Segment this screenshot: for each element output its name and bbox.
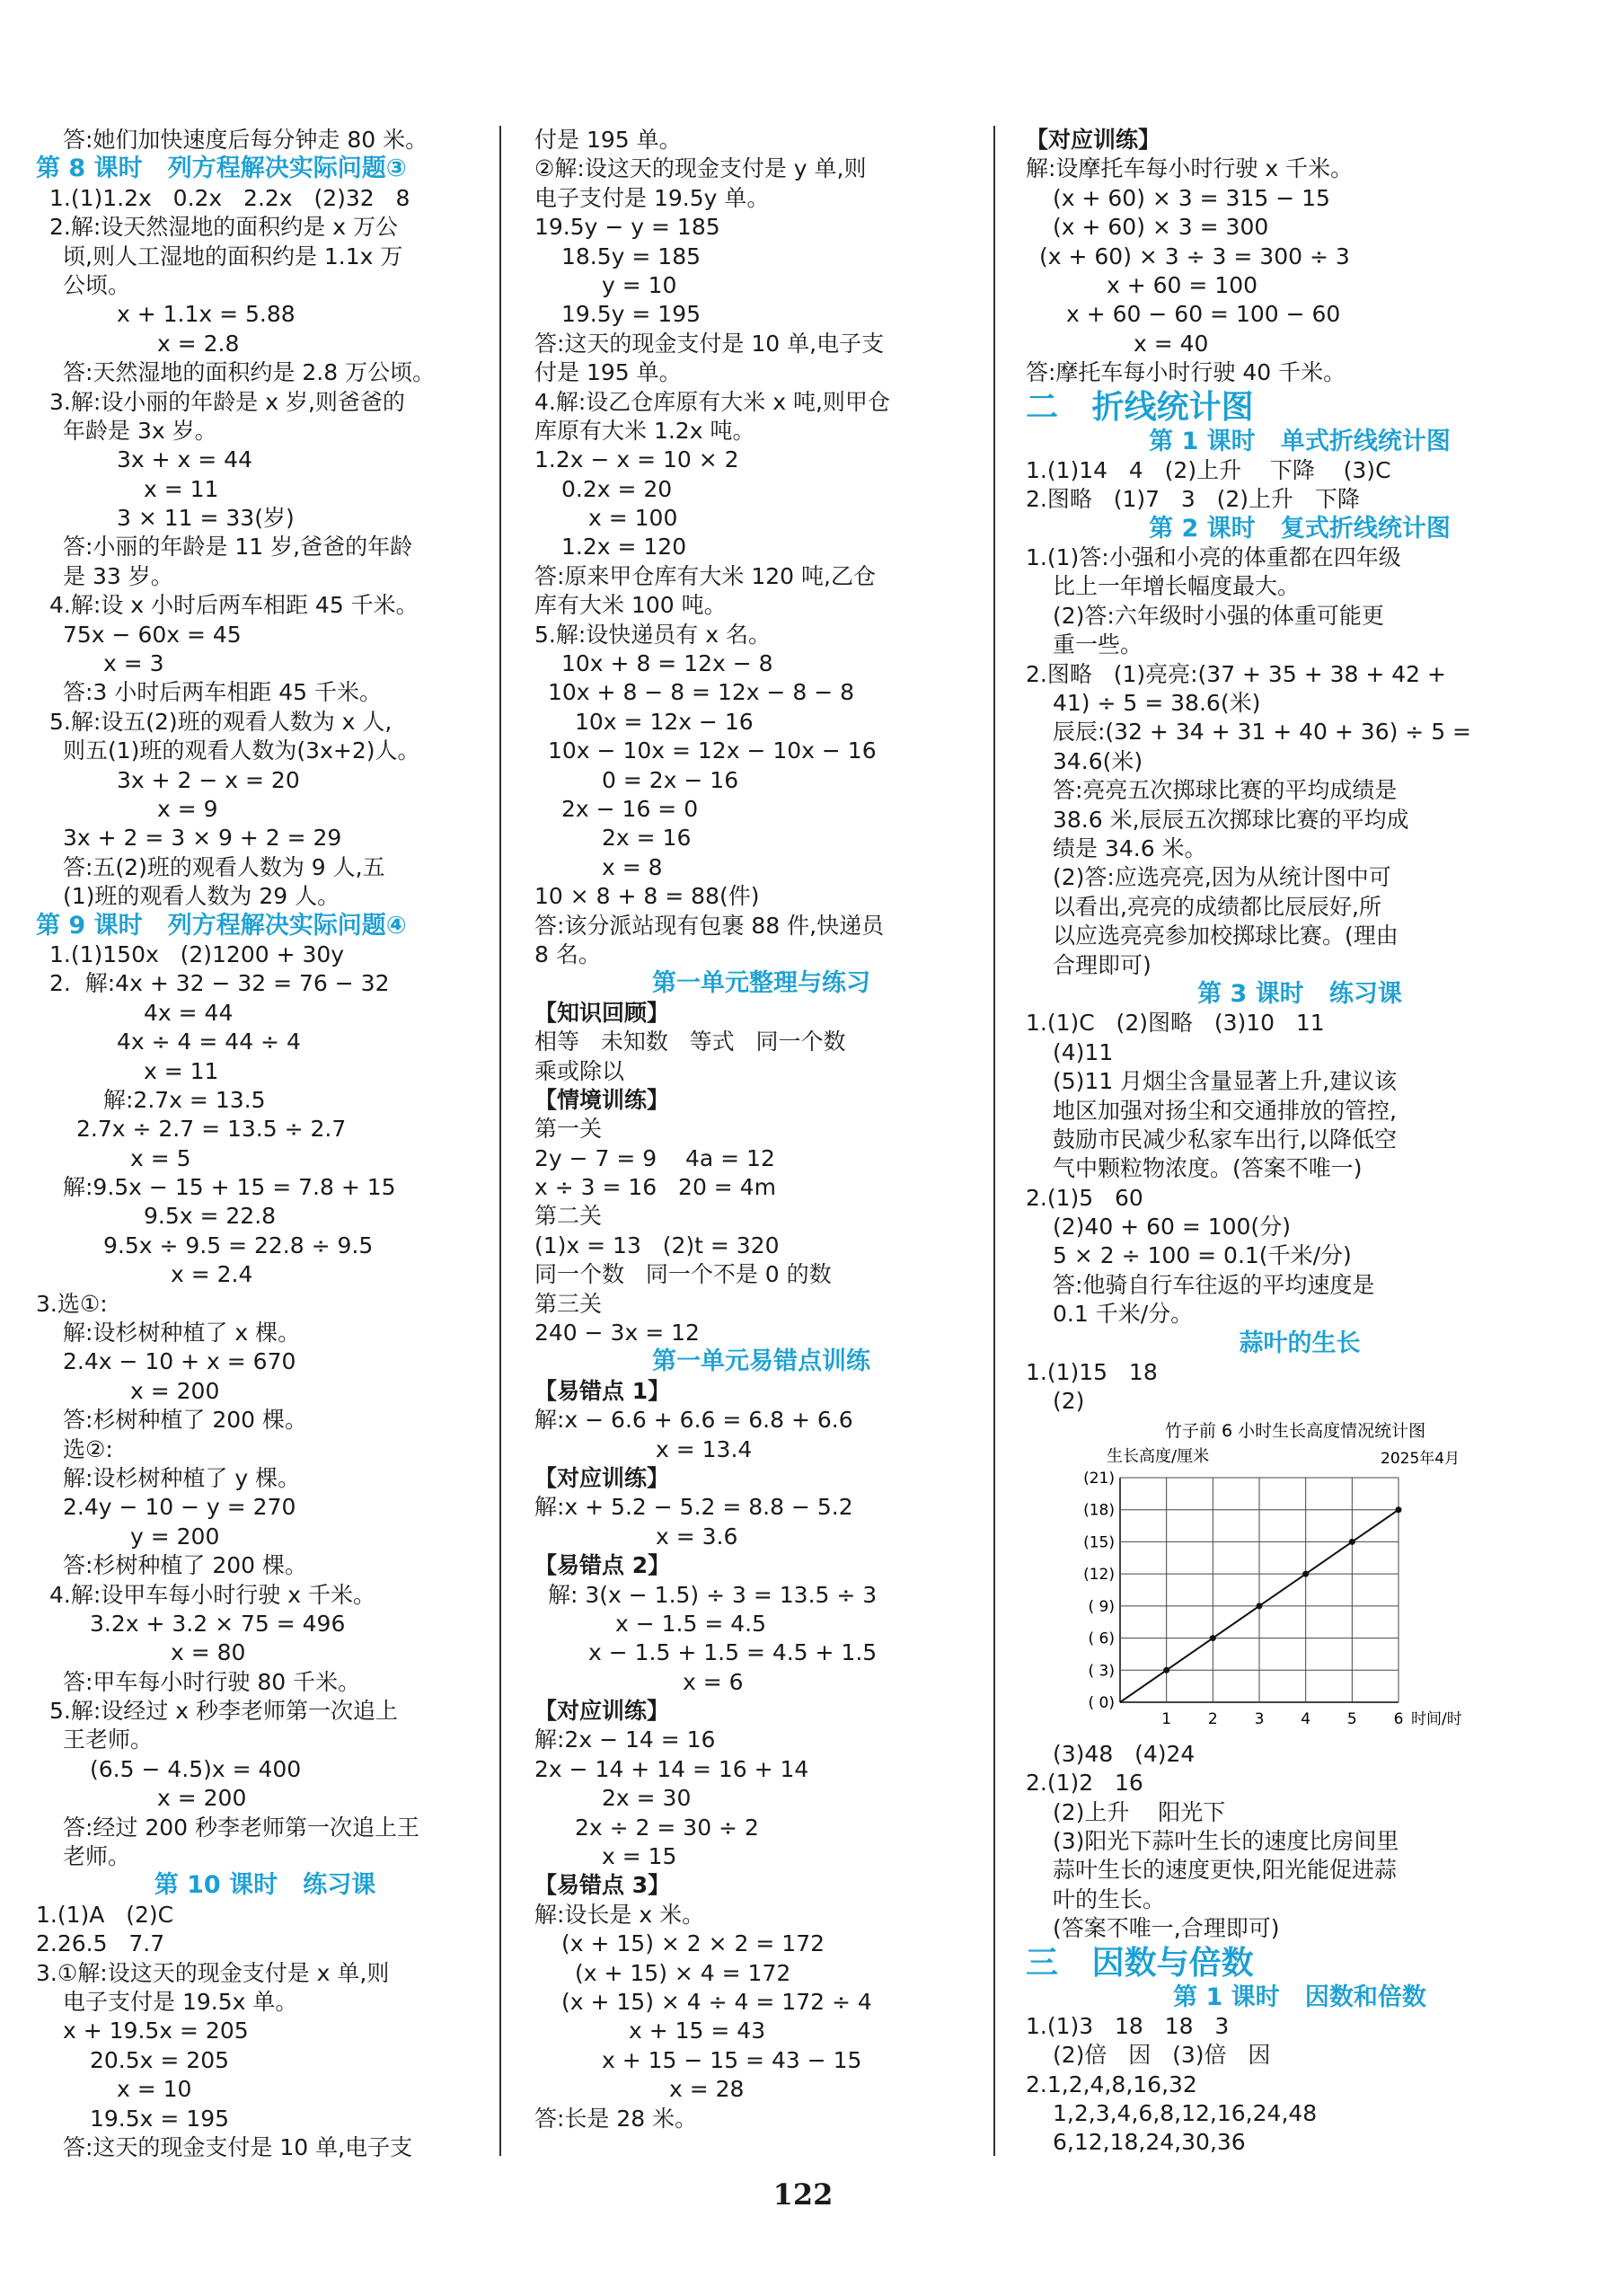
answer-line: 年龄是 3x 岁。 <box>63 417 217 444</box>
line-chart-svg <box>1026 1417 1565 1740</box>
answer-line: 2.(1)5 60 <box>1026 1184 1143 1211</box>
answer-line: 同一个数 同一个不是 0 的数 <box>534 1261 832 1288</box>
answer-line: (x + 60) × 3 = 315 − 15 <box>1053 184 1330 211</box>
answer-line: (2)倍 因 (3)倍 因 <box>1053 2042 1271 2069</box>
x-tick-label: 4 <box>1301 1709 1311 1728</box>
answer-line: 库有大米 100 吨。 <box>534 592 727 619</box>
section-heading: 二 折线统计图 <box>1026 388 1254 426</box>
answer-line: 解:设摩托车每小时行驶 x 千米。 <box>1026 155 1354 182</box>
answer-line: 比上一年增长幅度最大。 <box>1053 573 1301 600</box>
answer-line: x − 1.5 + 1.5 = 4.5 + 1.5 <box>588 1639 878 1666</box>
answer-line: 付是 195 单。 <box>534 359 682 386</box>
bamboo-growth-chart <box>1026 1417 1565 1740</box>
answer-line: (x + 60) × 3 = 300 <box>1053 214 1269 241</box>
answer-line: 19.5x = 195 <box>90 2105 230 2132</box>
answer-line: ②解:设这天的现金支付是 y 单,则 <box>534 155 867 182</box>
answer-line: 3.解:设小丽的年龄是 x 岁,则爸爸的 <box>49 388 405 415</box>
answer-line: 以应选亮亮参加校掷球比赛。(理由 <box>1053 923 1399 949</box>
answer-line: x = 11 <box>144 475 219 502</box>
y-tick-label: (18) <box>1083 1501 1115 1520</box>
section-heading: 第 3 课时 练习课 <box>1197 979 1402 1008</box>
answer-line: 1.(1)A (2)C <box>36 1901 174 1928</box>
answer-line: 是 33 岁。 <box>63 562 173 589</box>
answer-line: (x + 15) × 4 = 172 <box>575 1959 791 1986</box>
answer-line: (2)上升 阳光下 <box>1053 1798 1226 1825</box>
answer-line: 4.解:设甲车每小时行驶 x 千米。 <box>49 1581 375 1608</box>
answer-line: x − 1.5 = 4.5 <box>615 1610 766 1637</box>
answer-line: 3x + 2 = 3 × 9 + 2 = 29 <box>63 825 342 852</box>
answer-line: (2)答:六年级时小强的体重可能更 <box>1053 602 1384 629</box>
answer-line: (1)班的观看人数为 29 人。 <box>63 883 340 910</box>
subsection-label: 【对应训练】 <box>534 1698 670 1725</box>
answer-line: (3)48 (4)24 <box>1053 1740 1196 1767</box>
answer-line: 5.解:设经过 x 秒李老师第一次追上 <box>49 1698 398 1725</box>
section-heading: 第 1 课时 因数和倍数 <box>1173 1983 1426 2011</box>
answer-line: 10 × 8 + 8 = 88(件) <box>534 883 760 910</box>
subsection-label: 【知识回顾】 <box>534 999 670 1026</box>
data-point <box>1396 1506 1402 1513</box>
answer-line: 4x ÷ 4 = 44 ÷ 4 <box>117 1029 301 1055</box>
answer-line: 答:3 小时后两车相距 45 千米。 <box>63 679 382 706</box>
answer-line: 解:2x − 14 = 16 <box>534 1726 716 1753</box>
answer-line: 答:原来甲仓库有大米 120 吨,乙仓 <box>534 562 876 589</box>
x-tick-label: 1 <box>1161 1709 1172 1728</box>
answer-line: 4x = 44 <box>144 999 234 1026</box>
y-tick-label: (12) <box>1083 1565 1115 1584</box>
answer-line: 3x + 2 − x = 20 <box>117 766 300 793</box>
answer-line: x = 3 <box>103 650 164 677</box>
answer-line: 9.5x = 22.8 <box>144 1203 277 1230</box>
section-heading: 第一单元易错点训练 <box>652 1347 870 1376</box>
y-tick-label: (21) <box>1083 1469 1115 1488</box>
y-tick-label: ( 6) <box>1088 1629 1115 1648</box>
answer-line: 电子支付是 19.5y 单。 <box>534 184 770 211</box>
answer-column-1 <box>36 126 494 2162</box>
y-tick-label: ( 9) <box>1088 1597 1115 1616</box>
answer-line: 20.5x = 205 <box>90 2046 230 2073</box>
column-divider-1 <box>499 126 501 2156</box>
answer-line: x = 11 <box>144 1057 219 1084</box>
answer-line: x = 9 <box>157 795 218 822</box>
answer-line: 公顷。 <box>63 271 131 298</box>
answer-line: 8 名。 <box>534 940 601 967</box>
y-tick-label: (15) <box>1083 1533 1115 1552</box>
answer-line: 3 × 11 = 33(岁) <box>117 505 295 532</box>
answer-line: 2x = 16 <box>602 825 692 852</box>
data-point <box>1302 1570 1309 1576</box>
answer-line: 答:这天的现金支付是 10 单,电子支 <box>534 330 885 357</box>
answer-line: 240 − 3x = 12 <box>534 1320 700 1347</box>
subsection-label: 【情境训练】 <box>534 1086 670 1113</box>
answer-line: 相等 未知数 等式 同一个数 <box>534 1029 846 1055</box>
x-tick-label: 2 <box>1207 1709 1218 1728</box>
answer-line: y = 10 <box>602 271 677 298</box>
answer-line: 乘或除以 <box>534 1057 625 1084</box>
answer-line: 5.解:设五(2)班的观看人数为 x 人, <box>49 708 393 735</box>
answer-line: 解:2.7x = 13.5 <box>103 1086 266 1113</box>
answer-line: 1.(1)150x (2)1200 + 30y <box>49 940 345 967</box>
answer-line: 38.6 米,辰辰五次掷球比赛的平均成 <box>1053 806 1409 833</box>
answer-line: 解: 3(x − 1.5) ÷ 3 = 13.5 ÷ 3 <box>548 1581 878 1608</box>
answer-line: 解:设杉树种植了 y 棵。 <box>63 1464 301 1491</box>
answer-line: 蒜叶生长的速度更快,阳光能促进蒜 <box>1053 1857 1397 1884</box>
answer-line: 5.解:设快递员有 x 名。 <box>534 621 771 648</box>
answer-line: (1)x = 13 (2)t = 320 <box>534 1232 780 1258</box>
answer-line: 解:设长是 x 米。 <box>534 1901 705 1928</box>
answer-line: 10x = 12x − 16 <box>575 708 754 735</box>
answer-line: 选②: <box>63 1435 113 1462</box>
answer-line: (4)11 <box>1053 1038 1114 1065</box>
answer-column-3 <box>1026 126 1574 2158</box>
answer-line: 合理即可) <box>1053 951 1152 978</box>
answer-line: (3)阳光下蒜叶生长的速度比房间里 <box>1053 1827 1399 1854</box>
section-heading: 三 因数与倍数 <box>1026 1944 1254 1982</box>
answer-line: 2.解:设天然湿地的面积约是 x 万公 <box>49 214 398 241</box>
answer-line: (x + 15) × 2 × 2 = 172 <box>561 1930 825 1957</box>
answer-line: (x + 60) × 3 ÷ 3 = 300 ÷ 3 <box>1039 243 1350 269</box>
answer-line: 答:她们加快速度后每分钟走 80 米。 <box>63 127 428 153</box>
answer-line: 顷,则人工湿地的面积约是 1.1x 万 <box>63 243 403 269</box>
answer-line: 答:这天的现金支付是 10 单,电子支 <box>63 2133 413 2160</box>
answer-line: x = 100 <box>588 505 678 532</box>
subsection-label: 【对应训练】 <box>1026 127 1161 153</box>
answer-line: 0.2x = 20 <box>561 475 673 502</box>
answer-line: 2x ÷ 2 = 30 ÷ 2 <box>575 1814 759 1841</box>
answer-line: x = 8 <box>602 853 663 880</box>
y-tick-label: ( 0) <box>1088 1693 1115 1712</box>
answer-line: 2.7x ÷ 2.7 = 13.5 ÷ 2.7 <box>76 1116 347 1143</box>
answer-line: 地区加强对扬尘和交通排放的管控, <box>1053 1097 1397 1124</box>
answer-line: x = 6 <box>683 1668 744 1695</box>
answer-line: 2.4y − 10 − y = 270 <box>63 1494 296 1521</box>
answer-line: 解:设杉树种植了 x 棵。 <box>63 1320 301 1347</box>
x-tick-label: 6 <box>1393 1709 1404 1728</box>
answer-line: 老师。 <box>63 1843 131 1870</box>
answer-line: x + 15 − 15 = 43 − 15 <box>602 2046 862 2073</box>
answer-line: 第三关 <box>534 1290 603 1317</box>
answer-line: 则五(1)班的观看人数为(3x+2)人。 <box>63 737 420 764</box>
answer-line: (6.5 − 4.5)x = 400 <box>90 1755 302 1782</box>
answer-line: 2.1,2,4,8,16,32 <box>1026 2071 1197 2097</box>
answer-line: 19.5y = 195 <box>561 301 702 328</box>
answer-line: 2.26.5 7.7 <box>36 1930 165 1957</box>
answer-line: 叶的生长。 <box>1053 1885 1166 1912</box>
answer-line: 10x + 8 = 12x − 8 <box>561 650 773 677</box>
answer-line: 1.(1)C (2)图略 (3)10 11 <box>1026 1010 1325 1037</box>
answer-line: 答:亮亮五次掷球比赛的平均成绩是 <box>1053 777 1398 804</box>
answer-line: 2.图略 (1)亮亮:(37 + 35 + 38 + 42 + <box>1026 660 1446 687</box>
answer-line: 3.①解:设这天的现金支付是 x 单,则 <box>36 1959 390 1986</box>
answer-line: 2.4x − 10 + x = 670 <box>63 1348 296 1375</box>
answer-line: x = 5 <box>130 1144 191 1171</box>
answer-line: 2y − 7 = 9 4a = 12 <box>534 1144 775 1171</box>
answer-line: 绩是 34.6 米。 <box>1053 835 1207 861</box>
data-point <box>1210 1635 1216 1641</box>
answer-line: 2.图略 (1)7 3 (2)上升 下降 <box>1026 486 1360 513</box>
answer-line: 气中颗粒物浓度。(答案不唯一) <box>1053 1155 1363 1182</box>
answer-line: 3x + x = 44 <box>117 446 252 473</box>
answer-line: 答:杉树种植了 200 棵。 <box>63 1552 308 1579</box>
answer-column-3-top <box>1026 126 1574 1417</box>
answer-line: 1,2,3,4,6,8,12,16,24,48 <box>1053 2100 1318 2127</box>
answer-line: 1.(1)3 18 18 3 <box>1026 2012 1230 2039</box>
answer-line: x = 3.6 <box>656 1523 738 1550</box>
answer-line: 答:五(2)班的观看人数为 9 人,五 <box>63 853 385 880</box>
answer-line: 答:该分派站现有包裹 88 件,快递员 <box>534 912 885 939</box>
answer-line: 以看出,亮亮的成绩都比辰辰好,所 <box>1053 893 1381 920</box>
data-point <box>1349 1539 1355 1545</box>
answer-line: 1.2x = 120 <box>561 534 687 561</box>
answer-line: 解:x − 6.6 + 6.6 = 6.8 + 6.6 <box>534 1407 853 1434</box>
page-number: 122 <box>772 2177 834 2212</box>
section-heading: 第 10 课时 练习课 <box>154 1871 376 1900</box>
y-axis-label: 生长高度/厘米 <box>1107 1446 1210 1466</box>
answer-line: x = 15 <box>602 1843 677 1870</box>
answer-column-3-bottom <box>1026 1740 1574 2158</box>
subsection-label: 【对应训练】 <box>534 1464 670 1491</box>
answer-line: 第一关 <box>534 1116 603 1143</box>
answer-line: (2)答:应选亮亮,因为从统计图中可 <box>1053 864 1391 891</box>
answer-line: 2x − 16 = 0 <box>561 795 699 822</box>
answer-line: 2. 解:4x + 32 − 32 = 76 − 32 <box>49 970 390 997</box>
answer-line: 4.解:设乙仓库原有大米 x 吨,则甲仓 <box>534 388 890 415</box>
answer-line: 答:经过 200 秒李老师第一次追上王 <box>63 1814 420 1841</box>
answer-line: (2) <box>1053 1388 1085 1415</box>
answer-column-2 <box>534 126 988 2133</box>
answer-line: 答:摩托车每小时行驶 40 千米。 <box>1026 359 1346 386</box>
answer-line: 0.1 千米/分。 <box>1053 1301 1194 1328</box>
answer-line: x = 80 <box>171 1639 246 1666</box>
x-tick-label: 3 <box>1254 1709 1265 1728</box>
answer-line: 4.解:设 x 小时后两车相距 45 千米。 <box>49 592 419 619</box>
answer-line: x + 60 = 100 <box>1107 271 1258 298</box>
answer-line: x + 1.1x = 5.88 <box>117 301 296 328</box>
answer-line: 答:他骑自行车往返的平均速度是 <box>1053 1271 1375 1298</box>
answer-line: (5)11 月烟尘含量显著上升,建议该 <box>1053 1068 1398 1095</box>
section-heading: 第 9 课时 列方程解决实际问题④ <box>36 911 407 940</box>
answer-line: 答:天然湿地的面积约是 2.8 万公顷。 <box>63 359 436 386</box>
answer-line: 王老师。 <box>63 1726 154 1753</box>
y-tick-label: ( 3) <box>1088 1662 1115 1681</box>
answer-line: x = 200 <box>130 1377 220 1404</box>
answer-line: x = 2.4 <box>171 1261 253 1288</box>
answer-line: 1.(1)答:小强和小亮的体重都在四年级 <box>1026 544 1401 571</box>
answer-line: 重一些。 <box>1053 631 1143 658</box>
answer-line: x + 60 − 60 = 100 − 60 <box>1066 301 1341 328</box>
answer-line: 10x − 10x = 12x − 10x − 16 <box>548 737 877 764</box>
answer-line: 1.(1)1.2x 0.2x 2.2x (2)32 8 <box>49 184 410 211</box>
answer-line: x + 19.5x = 205 <box>63 2018 249 2044</box>
answer-line: 41) ÷ 5 = 38.6(米) <box>1053 690 1261 717</box>
answer-line: (2)40 + 60 = 100(分) <box>1053 1214 1291 1241</box>
chart-subtitle: 2025年4月 <box>1381 1449 1460 1468</box>
subsection-label: 【易错点 1】 <box>534 1377 671 1404</box>
answer-line: 1.(1)14 4 (2)上升 下降 (3)C <box>1026 456 1391 483</box>
answer-line: 答:甲车每小时行驶 80 千米。 <box>63 1668 361 1695</box>
answer-line: 0 = 2x − 16 <box>602 766 739 793</box>
subsection-label: 【易错点 3】 <box>534 1872 671 1899</box>
answer-line: 6,12,18,24,30,36 <box>1053 2129 1246 2156</box>
answer-line: 3.2x + 3.2 × 75 = 496 <box>90 1610 346 1637</box>
answer-line: 75x − 60x = 45 <box>63 621 242 648</box>
answer-line: 解:9.5x − 15 + 15 = 7.8 + 15 <box>63 1174 396 1201</box>
subsection-label: 【易错点 2】 <box>534 1552 671 1579</box>
answer-line: y = 200 <box>130 1523 220 1550</box>
answer-line: 2.(1)2 16 <box>1026 1770 1143 1797</box>
answer-line: 电子支付是 19.5x 单。 <box>63 1989 298 2015</box>
section-heading: 蒜叶的生长 <box>1239 1329 1361 1357</box>
answer-line: x = 200 <box>157 1785 247 1812</box>
section-heading: 第 2 课时 复式折线统计图 <box>1149 514 1451 543</box>
answer-line: 付是 195 单。 <box>534 127 682 153</box>
answer-line: 答:杉树种植了 200 棵。 <box>63 1407 308 1434</box>
answer-line: 1.(1)15 18 <box>1026 1359 1158 1386</box>
answer-line: 1.2x − x = 10 × 2 <box>534 446 739 473</box>
answer-line: 库原有大米 1.2x 吨。 <box>534 417 755 444</box>
answer-line: 2x − 14 + 14 = 16 + 14 <box>534 1755 809 1782</box>
x-tick-label: 5 <box>1346 1709 1357 1728</box>
answer-line: x = 40 <box>1134 330 1209 357</box>
answer-line: 10x + 8 − 8 = 12x − 8 − 8 <box>548 679 855 706</box>
answer-line: x ÷ 3 = 16 20 = 4m <box>534 1174 776 1201</box>
answer-line: 鼓励市民减少私家车出行,以降低空 <box>1053 1126 1397 1152</box>
section-heading: 第一单元整理与练习 <box>652 969 870 998</box>
answer-line: 9.5x ÷ 9.5 = 22.8 ÷ 9.5 <box>103 1232 374 1258</box>
answer-line: 答:小丽的年龄是 11 岁,爸爸的年龄 <box>63 534 413 561</box>
answer-line: 答:长是 28 米。 <box>534 2105 698 2132</box>
answer-line: 2x = 30 <box>602 1785 692 1812</box>
data-point <box>1163 1667 1169 1673</box>
answer-line: 18.5y = 185 <box>561 243 702 269</box>
x-axis-label: 时间/时 <box>1411 1709 1462 1728</box>
answer-line: 34.6(米) <box>1053 747 1143 774</box>
section-heading: 第 1 课时 单式折线统计图 <box>1149 427 1451 455</box>
answer-line: x = 13.4 <box>656 1435 753 1462</box>
section-heading: 第 8 课时 列方程解决实际问题③ <box>36 155 407 183</box>
answer-line: (x + 15) × 4 ÷ 4 = 172 ÷ 4 <box>561 1989 872 2015</box>
answer-line: x = 10 <box>117 2076 192 2103</box>
answer-line: x = 28 <box>669 2076 745 2103</box>
column-divider-2 <box>993 126 995 2156</box>
answer-line: x + 15 = 43 <box>629 2018 766 2044</box>
chart-title: 竹子前 6 小时生长高度情况统计图 <box>1164 1420 1426 1441</box>
answer-line: 19.5y − y = 185 <box>534 214 720 241</box>
answer-line: 5 × 2 ÷ 100 = 0.1(千米/分) <box>1053 1242 1352 1269</box>
answer-line: 辰辰:(32 + 34 + 31 + 40 + 36) ÷ 5 = <box>1053 719 1471 746</box>
answer-line: x = 2.8 <box>157 330 240 357</box>
answer-line: (答案不唯一,合理即可) <box>1053 1915 1280 1942</box>
data-point <box>1257 1603 1263 1609</box>
answer-line: 解:x + 5.2 − 5.2 = 8.8 − 5.2 <box>534 1494 853 1521</box>
answer-line: 3.选①: <box>36 1290 108 1317</box>
answer-line: 第二关 <box>534 1203 603 1230</box>
